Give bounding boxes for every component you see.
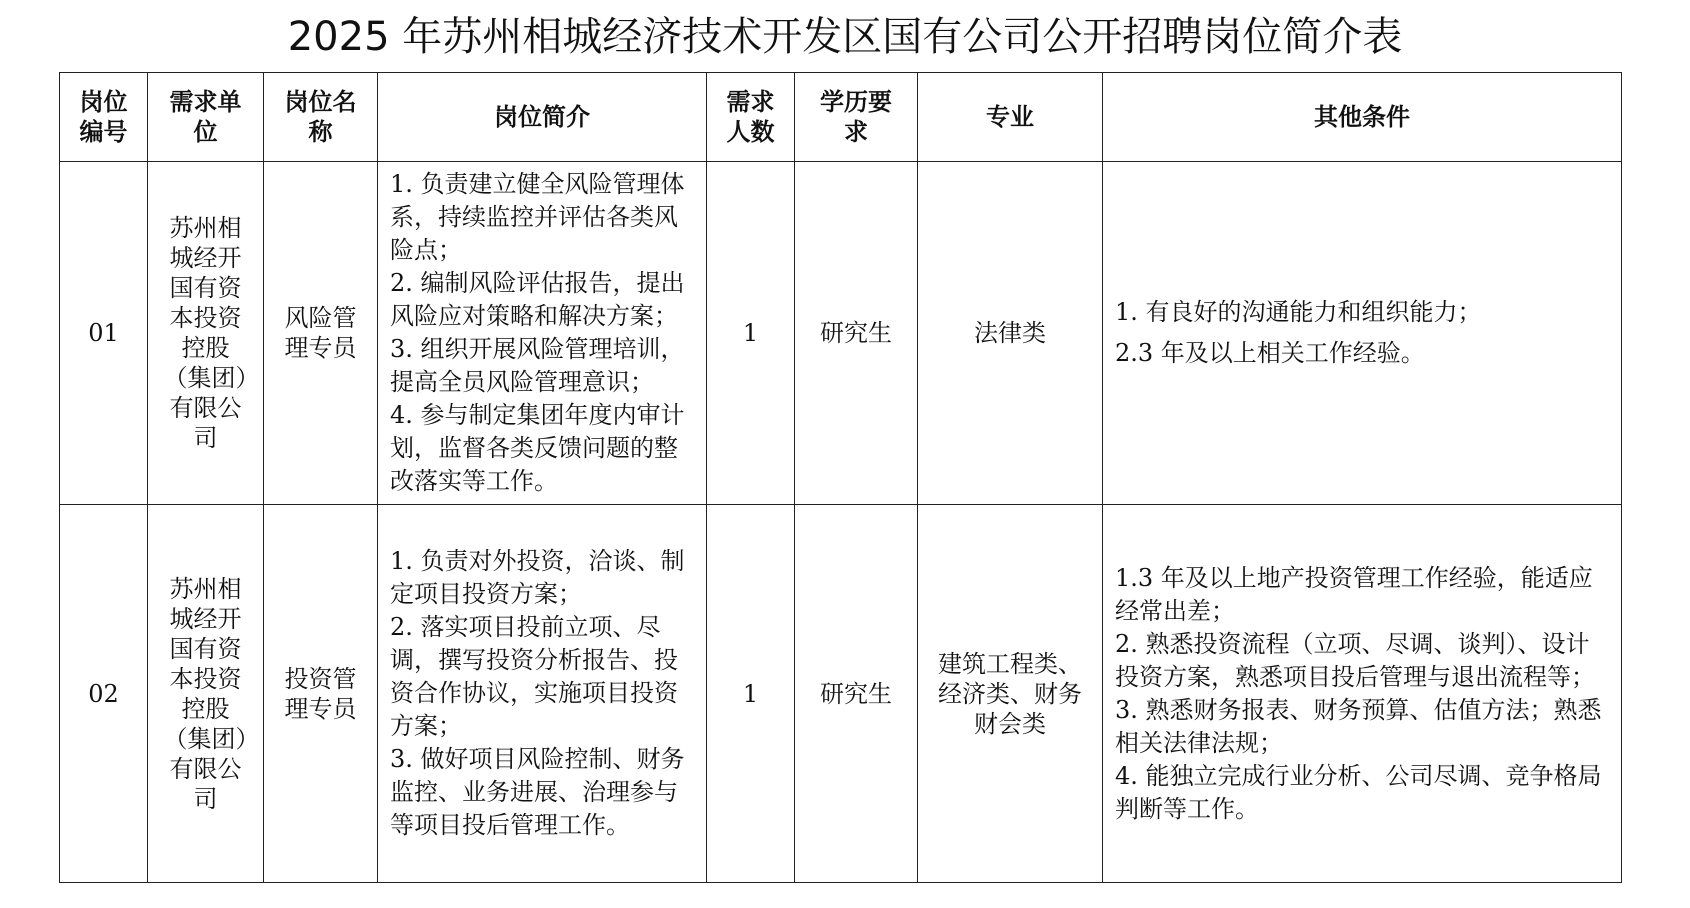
cell-count: 1 (707, 162, 795, 505)
cell-count: 1 (707, 505, 795, 883)
cell-other (1103, 505, 1622, 883)
table-header-row (60, 73, 1622, 162)
condition-item: 2.3 年及以上相关工作经验。 (1115, 339, 1425, 367)
table-row (60, 162, 1622, 505)
cell-code: 02 (60, 505, 148, 883)
cell-major: 法律类 (918, 162, 1103, 505)
cell-major: 建筑工程类、经济类、财务财会类 (918, 505, 1103, 883)
positions-table (59, 72, 1622, 883)
intro-item: 2. 落实项目投前立项、尽调，撰写投资分析报告、投资合作协议，实施项目投资方案； (390, 613, 678, 740)
condition-item: 2. 熟悉投资流程（立项、尽调、谈判）、设计投资方案，熟悉项目投后管理与退出流程等； (1115, 629, 1595, 691)
header-name: 岗位名称 (264, 73, 378, 162)
table-row (60, 505, 1622, 883)
condition-item: 1. 有良好的沟通能力和组织能力； (1115, 298, 1482, 326)
cell-unit: 苏州相城经开国有资本投资控股（集团）有限公司 (148, 505, 264, 883)
cell-education: 研究生 (795, 162, 918, 505)
header-education: 学历要求 (795, 73, 918, 162)
intro-item: 1. 负责建立健全风险管理体系，持续监控并评估各类风险点； (390, 170, 685, 264)
header-other: 其他条件 (1103, 73, 1622, 162)
header-unit: 需求单位 (148, 73, 264, 162)
cell-other (1103, 162, 1622, 505)
page-title: 2025 年苏州相城经济技术开发区国有公司公开招聘岗位简介表 (287, 14, 1403, 60)
cell-intro (378, 505, 707, 883)
intro-item: 3. 组织开展风险管理培训，提高全员风险管理意识； (390, 335, 685, 396)
cell-unit: 苏州相城经开国有资本投资控股（集团）有限公司 (148, 162, 264, 505)
cell-education: 研究生 (795, 505, 918, 883)
cell-code: 01 (60, 162, 148, 505)
intro-item: 1. 负责对外投资，洽谈、制定项目投资方案； (390, 547, 685, 608)
intro-item: 2. 编制风险评估报告，提出风险应对策略和解决方案； (390, 269, 685, 330)
header-intro: 岗位简介 (378, 73, 707, 162)
cell-position-name: 风险管理专员 (264, 162, 378, 505)
cell-intro (378, 162, 707, 505)
intro-item: 3. 做好项目风险控制、财务监控、业务进展、治理参与等项目投后管理工作。 (390, 745, 685, 839)
condition-item: 4. 能独立完成行业分析、公司尽调、竞争格局判断等工作。 (1115, 761, 1602, 823)
condition-item: 3. 熟悉财务报表、财务预算、估值方法；熟悉相关法律法规； (1115, 695, 1602, 757)
cell-position-name: 投资管理专员 (264, 505, 378, 883)
header-count: 需求人数 (707, 73, 795, 162)
condition-item: 1.3 年及以上地产投资管理工作经验，能适应经常出差； (1115, 563, 1593, 625)
header-major: 专业 (918, 73, 1103, 162)
intro-item: 4. 参与制定集团年度内审计划，监督各类反馈问题的整改落实等工作。 (390, 401, 685, 495)
header-code: 岗位编号 (60, 73, 148, 162)
